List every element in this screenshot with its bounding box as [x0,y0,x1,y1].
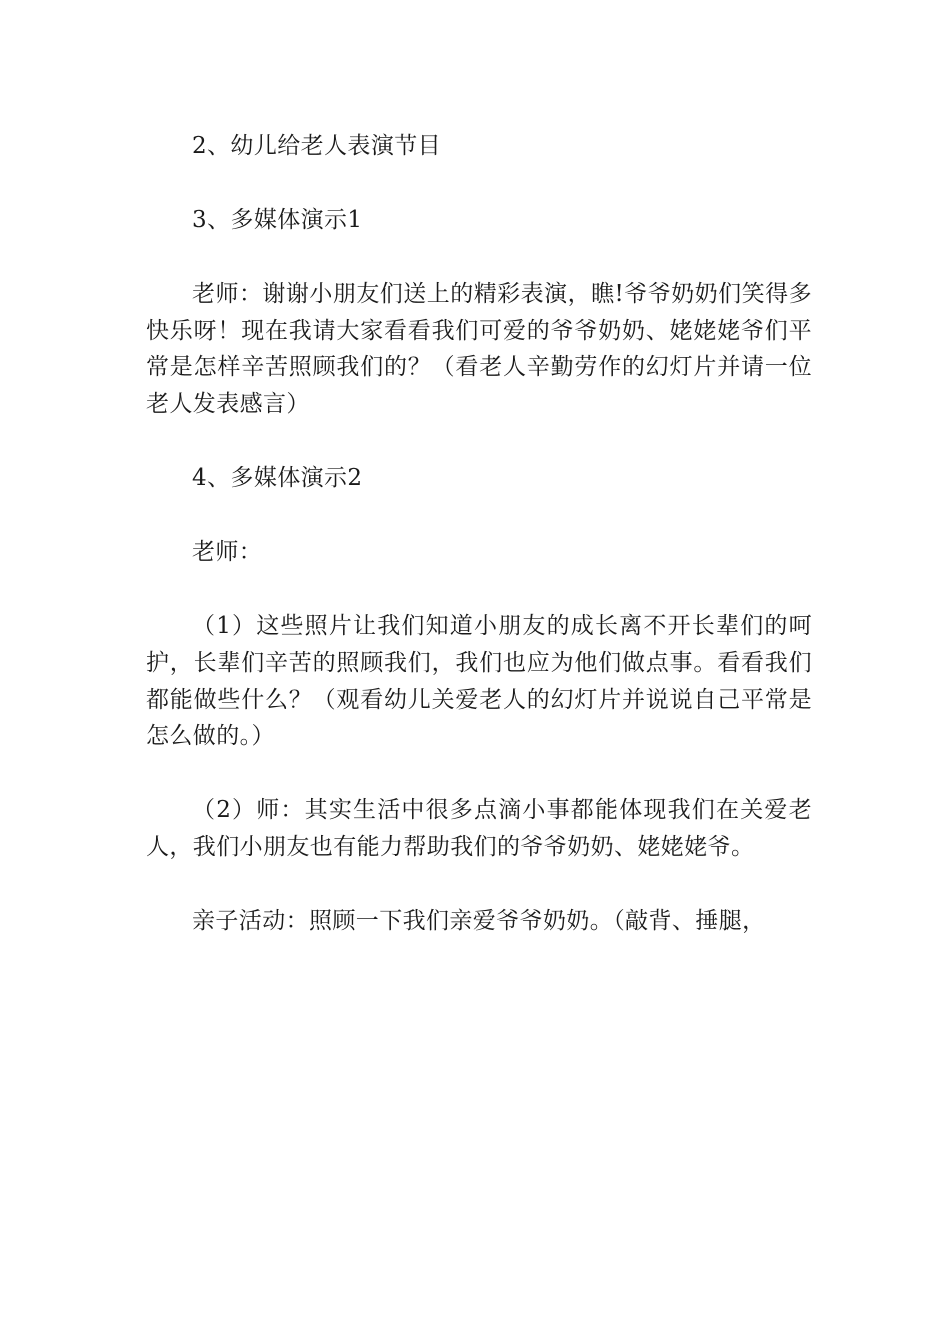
paragraph-item-4: 4、多媒体演示2 [192,465,363,492]
document-body [146,128,812,977]
paragraph-item-3: 3、多媒体演示1 [192,206,363,233]
paragraph-item-2: 2、幼儿给老人表演节目 [192,133,442,159]
paragraph-point-2: （2）师：其实生活中很多点滴小事都能体现我们在关爱老人，我们小朋友也有能力帮助我们的爷爷奶奶、姥姥姥爷。 [146,797,812,861]
paragraph-family-activity: 亲子活动：照顾一下我们亲爱爷爷奶奶。（敲背、捶腿， [192,907,766,934]
paragraph-point-1: （1）这些照片让我们知道小朋友的成长离不开长辈们的呵护，长辈们辛苦的照顾我们，我们也应为他们做点事。看看我们都能做些什么？（观看幼儿关爱老人的幻灯片并说说自己平常是怎么做的。） [146,612,812,750]
paragraph-teacher-intro: 老师：谢谢小朋友们送上的精彩表演，瞧!爷爷奶奶们笑得多快乐呀！现在我请大家看看我们可爱的爷爷奶奶、姥姥姥爷们平常是怎样辛苦照顾我们的？（看老人辛勤劳作的幻灯片并请一位老人发表感言） [146,280,812,418]
paragraph-teacher-label: 老师： [192,538,263,565]
